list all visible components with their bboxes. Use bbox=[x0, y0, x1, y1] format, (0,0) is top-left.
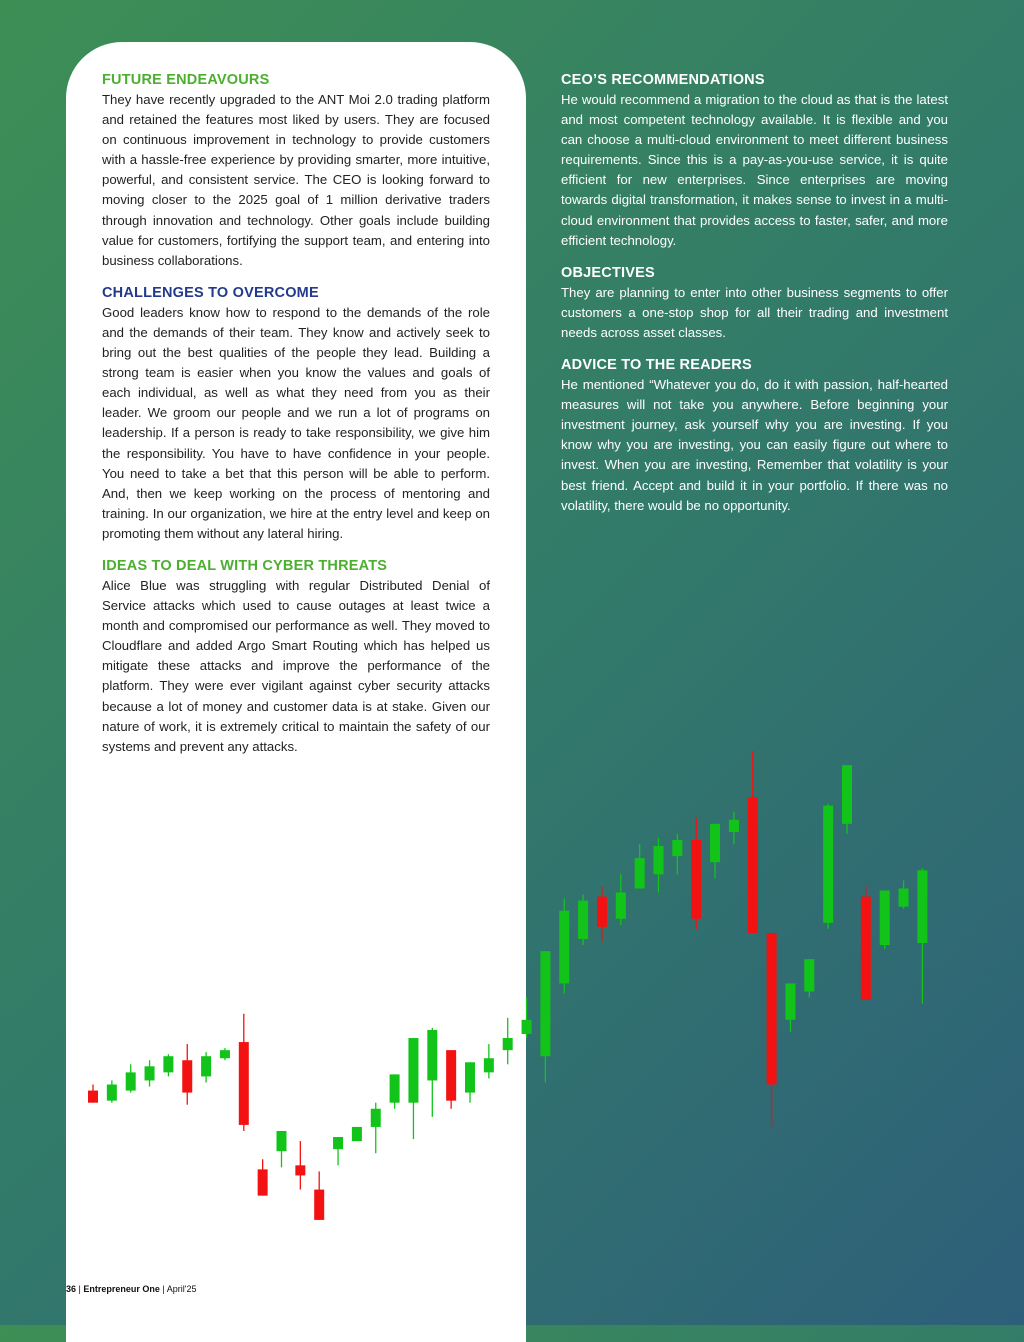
future-endeavours-heading: FUTURE ENDEAVOURS bbox=[102, 72, 270, 88]
candle-body-down bbox=[239, 1042, 249, 1125]
candle-body-up bbox=[503, 1038, 513, 1050]
candle-body-up bbox=[559, 911, 569, 984]
candle-body-up bbox=[107, 1085, 117, 1101]
candle-body-up bbox=[710, 824, 720, 862]
candle-body-down bbox=[258, 1169, 268, 1195]
candle-body-down bbox=[314, 1190, 324, 1220]
candle-body-up bbox=[390, 1074, 400, 1102]
candle-body-up bbox=[842, 765, 852, 824]
objectives-heading: OBJECTIVES bbox=[561, 264, 655, 281]
candle-body-up bbox=[823, 806, 833, 923]
candle-body-up bbox=[522, 1020, 532, 1034]
candle-body-up bbox=[672, 840, 682, 856]
candle-body-up bbox=[163, 1056, 173, 1072]
candle-body-up bbox=[145, 1066, 155, 1080]
ceo-recommendations-text: He would recommend a migration to the cloud as that is the latest and most competent technology available. It is flexible and you can choose a multi-cloud environment to meet different business requirements. Since this is a pay-as-you-use service, it is quite efficient for new enterprises. Since enterprises are moving towards digital transformation, it makes sense to invest in a multi-cloud environment that provides access to faster, safer, and more efficient technology. bbox=[561, 92, 948, 248]
cyber-threats-heading: IDEAS TO DEAL WITH CYBER THREATS bbox=[102, 557, 388, 574]
issue-date: April'25 bbox=[166, 1284, 197, 1294]
candle-body-down bbox=[295, 1165, 305, 1175]
objectives-text: They are planning to enter into other business segments to offer customers a one-stop shop for all their trading and investment needs across asset classes. bbox=[561, 284, 948, 340]
candle-body-up bbox=[804, 959, 814, 991]
candle-body-up bbox=[465, 1062, 475, 1092]
candle-body-up bbox=[371, 1109, 381, 1127]
candle-body-up bbox=[654, 846, 664, 874]
challenges-heading: CHALLENGES TO OVERCOME bbox=[102, 284, 319, 301]
advice-text: He mentioned “Whatever you do, do it with passion, half-hearted measures will not take you anywhere. Before beginning your investment journey, ask yourself why you are investing. If you know why you are investing, you can easily figure out where to invest. When you are investing, Remember that volatility is your best friend. Accept and build it in your portfolio. If there was no volatility, there would be no opportunity. bbox=[561, 377, 948, 513]
candle-body-down bbox=[597, 897, 607, 927]
candle-body-down bbox=[861, 897, 871, 1000]
candle-body-down bbox=[182, 1060, 192, 1092]
candle-body-down bbox=[748, 798, 758, 933]
future-endeavours-text: They have recently upgraded to the ANT Moi 2.0 trading platform and retained the features most liked by users. They are focused on continuous improvement in technology to provide customers with a hassle-free experience by providing smarter, more intuitive, powerful, and consistent service. The CEO is looking forward to moving closer to the 2025 goal of 1 million derivative traders through innovation and technology. Other goals include building value for customers, fortifying the support team, and entering into business collaborations. bbox=[102, 92, 490, 268]
advice-heading: ADVICE TO THE READERS bbox=[561, 357, 752, 374]
candle-body-up bbox=[201, 1056, 211, 1076]
page-footer: 36 | Entrepreneur One | April'25 bbox=[66, 1284, 197, 1294]
candle-body-up bbox=[917, 870, 927, 943]
candle-body-up bbox=[427, 1030, 437, 1081]
right-column bbox=[561, 72, 948, 530]
candle-body-up bbox=[277, 1131, 287, 1151]
ceo-recommendations-heading: CEO’S RECOMMENDATIONS bbox=[561, 72, 765, 88]
candle-body-up bbox=[578, 901, 588, 939]
candle-body-up bbox=[880, 891, 890, 946]
challenges-text: Good leaders know how to respond to the demands of the role and the demands of their team. They know and actively seek to bring out the best qualities of the people they lead. Building a strong team is easier when you know the values and goals of each individual, as well as what they need from you as their leader. We groom our people and we run a lot of programs on leadership. If a person is ready to take responsibility, we give him the responsibility. You have to have confidence in your people. You need to take a bet that this person will be able to perform. And, then we keep working on the process of mentoring and training. In our organization, we hire at the entry level and keep on promoting them without any lateral hiring. bbox=[102, 304, 490, 541]
cyber-threats-text: Alice Blue was struggling with regular Distributed Denial of Service attacks which used to cause outages at least twice a month and compromised our performance as well. They moved to Cloudflare and added Argo Smart Routing which has helped us mitigate these attacks and improve the performance of the platform. They were ever vigilant against cyber security attacks because a lot of money and customer data is at stake. Given our nature of work, it is extremely critical to maintain the safety of our systems and prevent any attacks. bbox=[102, 577, 490, 754]
left-column bbox=[102, 72, 490, 771]
candle-body-up bbox=[616, 893, 626, 919]
candle-body-up bbox=[729, 820, 739, 832]
candle-body-up bbox=[785, 983, 795, 1019]
page-number: 36 bbox=[66, 1284, 77, 1294]
candle-body-up bbox=[333, 1137, 343, 1149]
candle-body-up bbox=[126, 1072, 136, 1090]
candle-body-up bbox=[635, 858, 645, 888]
candle-body-up bbox=[899, 888, 909, 906]
candle-body-up bbox=[484, 1058, 494, 1072]
candle-body-down bbox=[446, 1050, 456, 1101]
magazine-name: Entrepreneur One bbox=[83, 1284, 160, 1294]
candle-body-down bbox=[767, 933, 777, 1085]
candle-body-up bbox=[540, 951, 550, 1056]
candle-body-down bbox=[691, 840, 701, 919]
candle-body-up bbox=[352, 1127, 362, 1141]
candle-body-down bbox=[88, 1091, 98, 1103]
candle-body-up bbox=[408, 1038, 418, 1103]
candle-body-up bbox=[220, 1050, 230, 1058]
